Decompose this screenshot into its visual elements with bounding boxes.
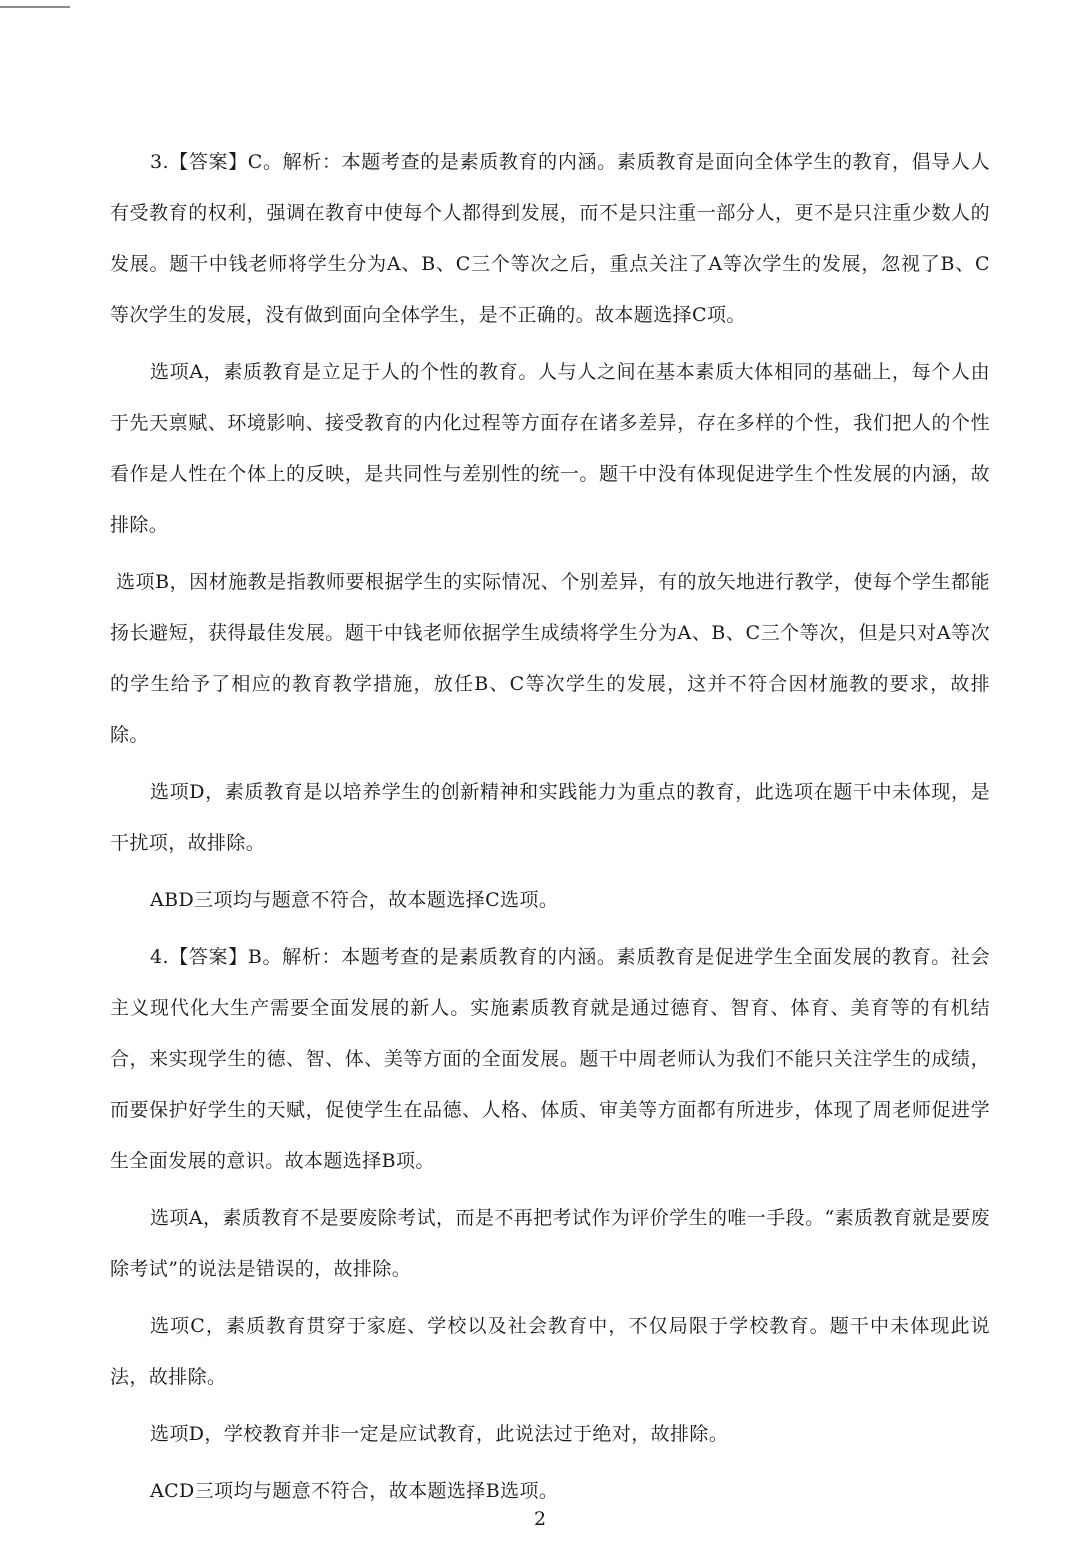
answer-3-option-d: 选项D，素质教育是以培养学生的创新精神和实践能力为重点的教育，此选项在题干中未体现，是干扰项，故排除。 — [110, 781, 990, 854]
answer-4-explanation: 4.【答案】B。解析：本题考查的是素质教育的内涵。素质教育是促进学生全面发展的教育。社会主义现代化大生产需要全面发展的新人。实施素质教育就是通过德育、智育、体育、美育等的有机结合，来实现学生的德、智、体、美等方面的全面发展。题干中周老师认为我们不能只关注学生的成绩，而要保护好学生的天赋，促使学生在品德、人格、体质、审美等方面都有所进步，体现了周老师促进学生全面发展的意识。故本题选择B项。 — [110, 946, 990, 1172]
answer-4-option-a: 选项A，素质教育不是要废除考试，而是不再把考试作为评价学生的唯一手段。“素质教育就是要废除考试”的说法是错误的，故排除。 — [110, 1207, 990, 1280]
document-body — [110, 137, 990, 1523]
answer-4-option-d: 选项D，学校教育并非一定是应试教育，此说法过于绝对，故排除。 — [150, 1423, 729, 1445]
page-number: 2 — [533, 1508, 547, 1530]
scan-edge-mark — [0, 6, 70, 8]
answer-3-summary: ABD三项均与题意不符合，故本题选择C选项。 — [150, 889, 559, 911]
answer-4-summary: ACD三项均与题意不符合，故本题选择B选项。 — [150, 1480, 559, 1502]
answer-4-option-c: 选项C，素质教育贯穿于家庭、学校以及社会教育中，不仅局限于学校教育。题干中未体现此说法，故排除。 — [110, 1315, 990, 1388]
answer-3-explanation: 3.【答案】C。解析：本题考查的是素质教育的内涵。素质教育是面向全体学生的教育，倡导人人有受教育的权利，强调在教育中使每个人都得到发展，而不是只注重一部分人，更不是只注重少数人的发展。题干中钱老师将学生分为A、B、C三个等次之后，重点关注了A等次学生的发展，忽视了B、C等次学生的发展，没有做到面向全体学生，是不正确的。故本题选择C项。 — [110, 151, 990, 326]
answer-3-option-a: 选项A，素质教育是立足于人的个性的教育。人与人之间在基本素质大体相同的基础上，每个人由于先天禀赋、环境影响、接受教育的内化过程等方面存在诸多差异，存在多样的个性，我们把人的个性看作是人性在个体上的反映，是共同性与差别性的统一。题干中没有体现促进学生个性发展的内涵，故排除。 — [110, 361, 990, 536]
answer-3-option-b: 选项B，因材施教是指教师要根据学生的实际情况、个别差异，有的放矢地进行教学，使每个学生都能扬长避短，获得最佳发展。题干中钱老师依据学生成绩将学生分为A、B、C三个等次，但是只对A等次的学生给予了相应的教育教学措施，放任B、C等次学生的发展，这并不符合因材施教的要求，故排除。 — [110, 571, 990, 746]
